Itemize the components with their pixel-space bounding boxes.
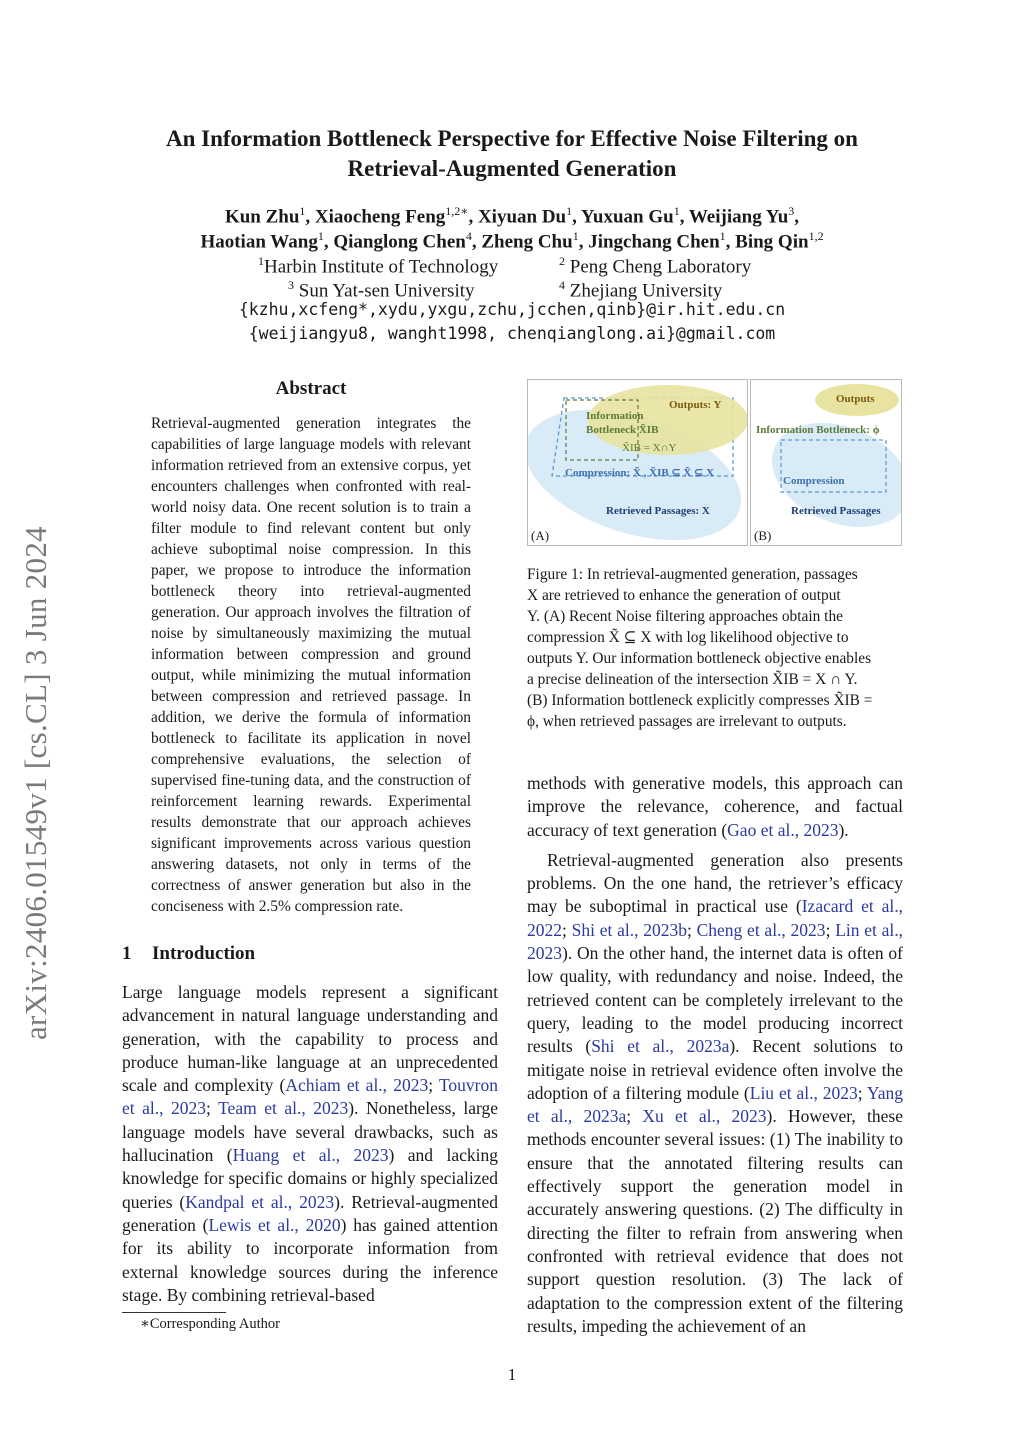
arxiv-side-label: arXiv:2406.01549v1 [cs.CL] 3 Jun 2024 — [18, 526, 53, 1040]
figure-b-diagram — [751, 380, 901, 545]
author-name: Haotian Wang — [200, 231, 318, 253]
author-name: Bing Qin — [735, 231, 809, 253]
author-sup: 1 — [317, 229, 324, 243]
footnote: ∗Corresponding Author — [140, 1316, 280, 1332]
section-number: 1 — [122, 943, 132, 964]
citation-link[interactable]: Yang et al., 2023a — [527, 1082, 904, 1127]
email-line-1: {kzhu,xcfeng*,xydu,yxgu,zchu,jcchen,qinb}@ir.hit.edu.cn — [238, 300, 786, 319]
abstract-text: Retrieval-augmented generation integrates the capabilities of large language models with relevant information retrieved from an extensive corpus, yet encounters challenges when confronted with real-world noisy data. One recent solution is to train a filter module to find relevant content but only achieve suboptimal noise compression. In this paper, we propose to introduce the information bottleneck theory into retrieval-augmented generation. Our approach involves the filtration of noise by simultaneously maximizing the mutual information between compression and ground output, while minimizing the mutual information between compression and retrieved passage. In addition, we derive the formula of information bottleneck to facilitate its application in novel comprehensive evaluations, the selection of supervised fine-tuning data, and the construction of reinforcement learning rewards. Experimental results demonstrate that our approach achieves significant improvements across various question answering datasets, not only in terms of the correctness of answer generation but also in the conciseness with 2.5% compression rate. — [151, 415, 471, 915]
citation-link[interactable]: Achiam et al., 2023 — [285, 1075, 429, 1096]
text-run: ) has gained attention for its ability to incorporate information from external knowledge sources during the inference stage. By combining retrieval-based — [122, 1214, 498, 1305]
citation-link[interactable]: Gao et al., 2023 — [727, 819, 839, 840]
text-run: ). On the other hand, the internet data is often of low quality, with redundancy and noise. Indeed, the retrieved content can be completely irrelevant to the query, leading to the model producing incorrect results ( — [527, 943, 903, 1057]
caption-line: a precise delineation of the intersection X̃IB = X ∩ Y. — [527, 671, 858, 688]
affiliation-name: Zhejiang University — [569, 280, 723, 302]
citation-link[interactable]: Touvron et al., 2023 — [122, 1075, 498, 1119]
affiliation-sup: 2 — [559, 254, 565, 268]
citation-link[interactable]: Shi et al., 2023b — [571, 919, 687, 940]
affiliation-sup: 3 — [288, 278, 294, 292]
caption-line: X are retrieved to enhance the generation of output — [527, 587, 841, 604]
text-run: ; — [562, 919, 572, 940]
citation-link[interactable]: Liu et al., 2023 — [749, 1082, 858, 1103]
text-run: ; — [206, 1098, 219, 1119]
title-line-2: Retrieval-Augmented Generation — [347, 156, 677, 181]
fig-b-ib: Information Bottleneck: ϕ — [756, 424, 880, 436]
affiliation-name: Sun Yat-sen University — [298, 280, 475, 302]
author-sup: 3 — [788, 204, 795, 218]
author-name: Weijiang Yu — [688, 206, 789, 228]
text-run: Large language models represent a significant advancement in natural language understanding and generation, with the capability to process and produce human-like language at an unprecedented scale and complexity ( — [122, 982, 498, 1096]
affiliation-sup: 4 — [559, 278, 565, 292]
authors-line-2: Haotian Wang$^1$, Qianglong Chen$^4$, Zheng Chu$^1$, Jingchang Chen$^1$, Bing Qin$^{1,2}$ — [200, 229, 824, 253]
caption-line: (B) Information bottleneck explicitly compresses X̃IB = — [527, 692, 873, 709]
author-name: Yuxuan Gu — [580, 206, 674, 228]
text-run: ; — [825, 919, 836, 940]
author-sup: 1,2 — [808, 229, 824, 243]
author-sup: 1 — [299, 204, 306, 218]
fig-a-retrieved: Retrieved Passages: X — [606, 505, 710, 517]
figure-panel-b — [750, 379, 902, 546]
affiliation-name: Peng Cheng Laboratory — [569, 256, 752, 278]
affiliation-name: Harbin Institute of Technology — [264, 256, 499, 278]
fig-b-label: (B) — [754, 528, 772, 543]
author-sup: 1 — [572, 229, 579, 243]
text-run: ; — [857, 1082, 867, 1103]
fig-a-info-line1: Information — [586, 410, 644, 422]
author-name: Zheng Chu — [481, 231, 573, 253]
text-run: ; — [428, 1075, 439, 1096]
author-sup: 4 — [465, 229, 472, 243]
author-name: Qianglong Chen — [333, 231, 466, 253]
intro-paragraph — [527, 849, 903, 1338]
text-run: ). Retrieval-augmented generation ( — [122, 1191, 498, 1235]
citation-link[interactable]: Lewis et al., 2020 — [208, 1214, 341, 1235]
author-sup: 1 — [673, 204, 680, 218]
caption-line: outputs Y. Our information bottleneck objective enables — [527, 650, 872, 667]
abstract-body — [151, 413, 471, 917]
fig-a-outputs: Outputs: Y — [669, 399, 722, 411]
citation-link[interactable]: Izacard et al., 2022 — [527, 896, 903, 940]
authors-line-1: Kun Zhu$^1$, Xiaocheng Feng$^{1,2∗}$, Xiyuan Du$^1$, Yuxuan Gu$^1$, Weijiang Yu$^3$, — [224, 204, 800, 228]
author-sup: 1 — [566, 204, 573, 218]
citation-link[interactable]: Cheng et al., 2023 — [696, 919, 826, 940]
author-name: Kun Zhu — [224, 206, 300, 228]
paper-title — [100, 124, 924, 184]
fig-a-info-eq: X̃IB = X∩Y — [622, 442, 677, 454]
fig-a-compression: Compression: X̃ , X̃IB ⊆ X̃ ⊆ X — [565, 467, 715, 479]
fig-a-label: (A) — [531, 528, 550, 543]
title-line-1: An Information Bottleneck Perspective for Effective Noise Filtering on — [166, 126, 858, 151]
intro-paragraph — [122, 981, 498, 1307]
text-run: ). Nonetheless, large language models have several drawbacks, such as hallucination ( — [122, 1098, 499, 1166]
caption-line: Figure 1: In retrieval-augmented generation, passages — [527, 566, 858, 583]
caption-line: ϕ, when retrieved passages are irrelevant to outputs. — [527, 713, 847, 730]
text-run: Retrieval-augmented generation also presents problems. On the one hand, the retriever’s efficacy may be suboptimal in practical use ( — [527, 849, 903, 917]
citation-link[interactable]: Shi et al., 2023a — [591, 1036, 730, 1057]
text-run: methods with generative models, this approach can improve the relevance, coherence, and factual accuracy of text generation ( — [527, 773, 903, 840]
fig-b-compression: Compression — [783, 475, 845, 487]
figure-panel-a — [527, 379, 748, 546]
citation-link[interactable]: Xu et al., 2023 — [642, 1106, 767, 1127]
fig-b-retrieved: Retrieved Passages — [791, 505, 881, 517]
author-name: Xiaocheng Feng — [314, 206, 446, 228]
section-title: Introduction — [152, 943, 256, 964]
citation-link[interactable]: Kandpal et al., 2023 — [185, 1191, 335, 1212]
text-run: ). However, these methods encounter several issues: (1) The inability to ensure that the annotated filtering results can effectively support the generation model in accurately answering questions. (2) The difficulty in directing the filter to refrain from answering when confronted with retrieval evidence that does not support question resolution. (3) The lack of adaptation to the compression extent of the filtering results, impeding the achievement of an — [527, 1106, 903, 1336]
fig-a-info-line2: Bottleneck X̃IB — [586, 424, 659, 436]
citation-link[interactable]: Lin et al., 2023 — [527, 919, 903, 964]
citation-link[interactable]: Huang et al., 2023 — [232, 1145, 389, 1166]
text-run: ; — [686, 919, 697, 940]
abstract-heading: Abstract — [275, 378, 347, 399]
figure-caption — [527, 564, 903, 732]
author-name: Xiyuan Du — [477, 206, 567, 228]
section-heading — [122, 943, 255, 965]
text-run: ; — [626, 1106, 643, 1127]
author-sup: 1,2∗ — [445, 204, 469, 218]
text-run: ). Recent solutions to mitigate noise in retrieval evidence often involve the adoption of a filtering module ( — [527, 1036, 903, 1103]
email-line-2: {weijiangyu8, wanght1998, chenqianglong.ai}@gmail.com — [248, 324, 776, 343]
intro-paragraph — [527, 772, 903, 842]
text-run: ) and lacking knowledge for specific domains or highly specialized queries ( — [122, 1145, 498, 1212]
intro-right-column — [527, 772, 903, 1338]
citation-link[interactable]: Team et al., 2023 — [218, 1098, 349, 1119]
text-run: ). — [838, 819, 849, 840]
intro-left-column — [122, 981, 498, 1307]
fig-b-outputs: Outputs — [836, 393, 875, 405]
caption-line: compression X̃ ⊆ X with log likelihood objective to — [527, 629, 849, 646]
caption-line: Y. (A) Recent Noise filtering approaches obtain the — [527, 608, 843, 625]
page-number: 1 — [507, 1365, 517, 1384]
footnote-rule — [122, 1312, 226, 1313]
affiliation-sup: 1 — [258, 254, 264, 268]
author-name: Jingchang Chen — [588, 231, 720, 253]
author-sup: 1 — [719, 229, 726, 243]
